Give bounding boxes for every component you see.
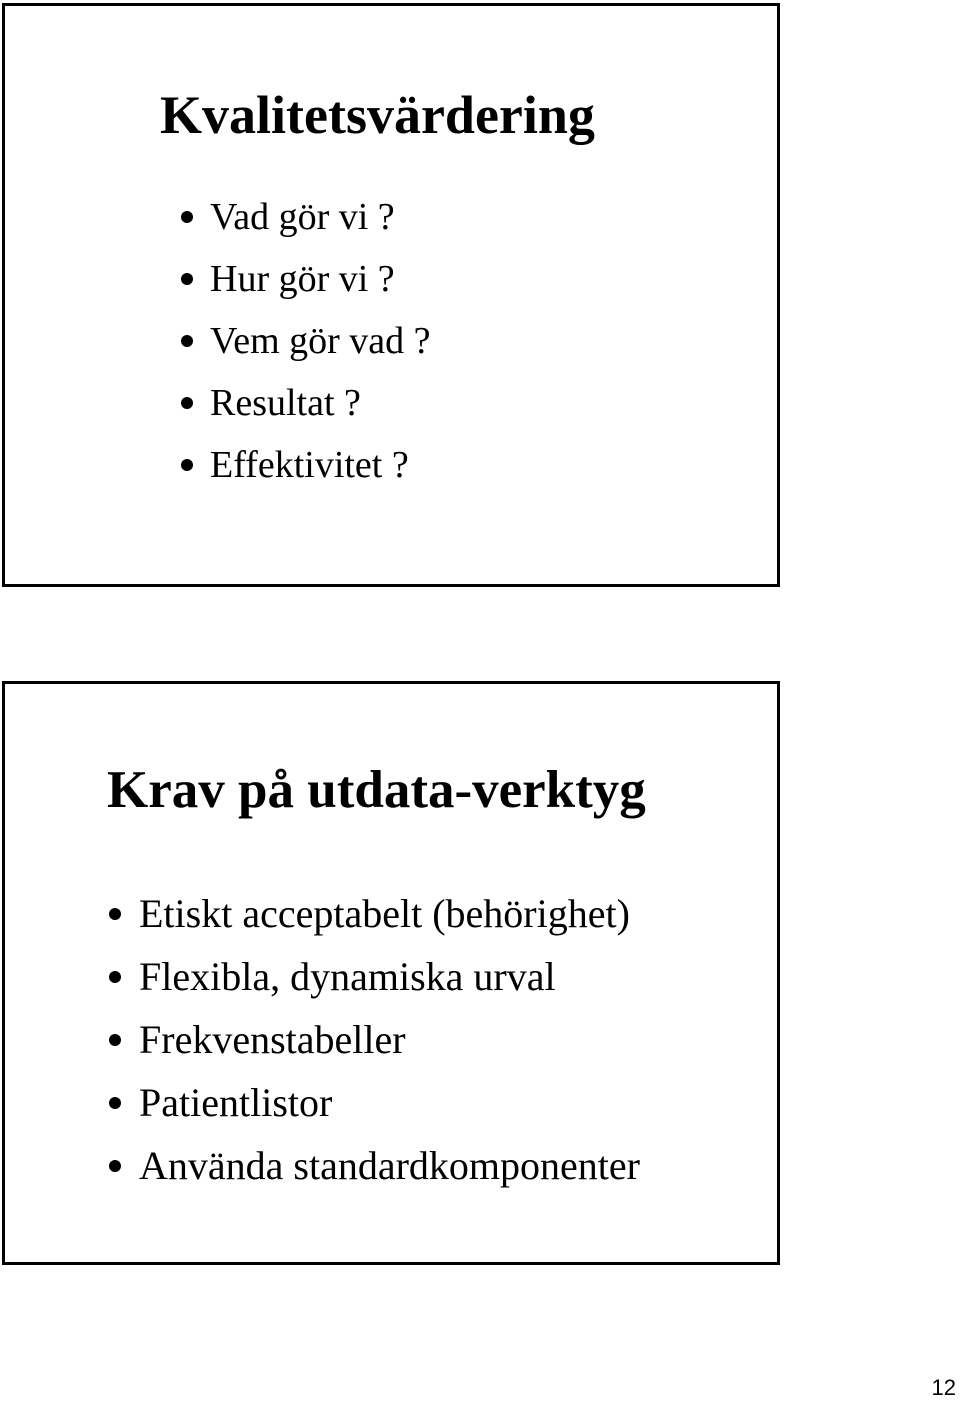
list-item-text: Hur gör vi ?: [210, 258, 395, 300]
slide-1: [2, 3, 780, 587]
list-item: [181, 248, 431, 310]
list-item-text: Flexibla, dynamiska urval: [139, 954, 556, 999]
list-item: [109, 882, 640, 945]
list-item: [109, 1071, 640, 1134]
bullet-icon: [109, 908, 121, 920]
list-item-text: Vem gör vad ?: [210, 320, 431, 362]
bullet-icon: [109, 971, 121, 983]
list-item: [109, 945, 640, 1008]
list-item: [181, 372, 431, 434]
list-item: [181, 310, 431, 372]
bullet-list: [109, 882, 640, 1197]
bullet-icon: [109, 1160, 121, 1172]
list-item: [181, 186, 431, 248]
list-item: [181, 434, 431, 496]
bullet-icon: [109, 1097, 121, 1109]
list-item-text: Resultat ?: [210, 382, 361, 424]
bullet-list: [181, 186, 431, 496]
bullet-icon: [181, 397, 193, 409]
list-item: [109, 1134, 640, 1197]
list-item-text: Effektivitet ?: [210, 444, 409, 486]
list-item-text: Vad gör vi ?: [210, 196, 395, 238]
bullet-icon: [109, 1034, 121, 1046]
bullet-icon: [181, 335, 193, 347]
bullet-icon: [181, 459, 193, 471]
list-item-text: Etiskt acceptabelt (behörighet): [139, 891, 630, 936]
bullet-icon: [181, 211, 193, 223]
list-item-text: Använda standardkomponenter: [139, 1143, 640, 1188]
bullet-icon: [181, 273, 193, 285]
slide-title: Kvalitetsvärdering: [160, 85, 595, 145]
slide-title: Krav på utdata-verktyg: [107, 761, 646, 819]
page-number: 12: [931, 1375, 956, 1400]
list-item-text: Patientlistor: [139, 1080, 333, 1125]
list-item-text: Frekvenstabeller: [139, 1017, 406, 1062]
list-item: [109, 1008, 640, 1071]
slide-2: [2, 681, 780, 1265]
